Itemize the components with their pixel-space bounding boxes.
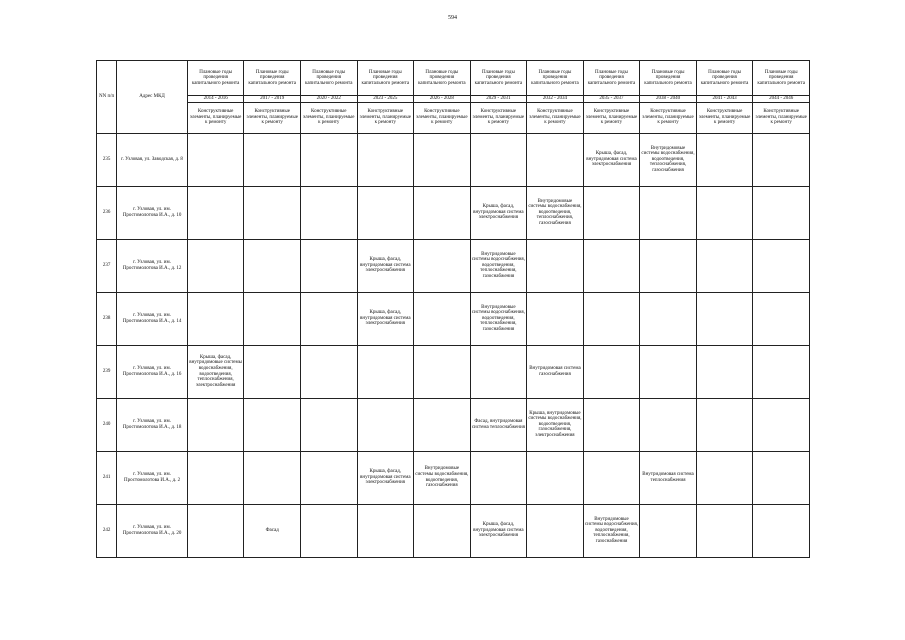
repair-elements-cell: Крыша, фасад, внутридомовая система электроснабжения [357,239,414,292]
repair-elements-cell [357,398,414,451]
repair-elements-cell [753,186,810,239]
period-header-years: 2026 - 2028 [414,96,471,103]
repair-elements-cell: Крыша, фасад, внутридомовая система электроснабжения [583,133,640,186]
repair-elements-cell [527,504,584,557]
repair-elements-cell [583,398,640,451]
repair-elements-cell [583,451,640,504]
period-header-title: Плановые годы проведения капитального ремонта [357,61,414,96]
repair-elements-cell: Крыша, внутридомовые системы водоснабжения, водоотведения, газоснабжения, электроснабжения [527,398,584,451]
repair-elements-cell [414,133,471,186]
repair-elements-cell [753,451,810,504]
repair-elements-cell [244,451,301,504]
repair-elements-cell: Внутридомовая система теплоснабжения [640,451,697,504]
period-header-elements: Конструктивные элементы, планируемые к ремонту [187,102,244,133]
repair-elements-cell: Фасад [244,504,301,557]
row-number: 237 [97,239,117,292]
repair-elements-cell [187,133,244,186]
capital-repair-plan-table [96,60,810,558]
repair-elements-cell [753,133,810,186]
repair-elements-cell: Фасад, внутридомовая система теплоснабжения [470,398,527,451]
repair-elements-cell [187,186,244,239]
repair-elements-cell [640,504,697,557]
row-address: г. Узловая, ул. Заводская, д. 8 [117,133,188,186]
period-header-elements: Конструктивные элементы, планируемые к ремонту [753,102,810,133]
repair-elements-cell [696,186,753,239]
period-header-title: Плановые годы проведения капитального ремонта [640,61,697,96]
table-row [97,504,810,557]
repair-elements-cell [414,186,471,239]
period-header-years: 2035 - 2037 [583,96,640,103]
repair-elements-cell: Крыша, фасад, внутридомовая система электроснабжения [357,451,414,504]
table-row [97,186,810,239]
period-header-years: 2014 - 2016 [187,96,244,103]
period-header-years: 2032 - 2034 [527,96,584,103]
column-header-number: NN п/п [97,61,117,134]
table-row [97,133,810,186]
period-header-elements: Конструктивные элементы, планируемые к ремонту [357,102,414,133]
repair-elements-cell [244,398,301,451]
page-number: 594 [448,15,457,21]
repair-elements-cell [527,133,584,186]
period-header-elements: Конструктивные элементы, планируемые к ремонту [300,102,357,133]
period-header-years: 2041 - 2043 [696,96,753,103]
repair-elements-cell: Внутридомовые системы водоснабжения, водоотведения, теплоснабжения, газоснабжения [470,239,527,292]
row-address: г. Узловая, ул. им. Простомолотова И.А., д. 2 [117,451,188,504]
period-header-elements: Конструктивные элементы, планируемые к ремонту [244,102,301,133]
repair-elements-cell [753,292,810,345]
repair-elements-cell [696,133,753,186]
repair-elements-cell: Крыша, фасад, внутридомовая система электроснабжения [470,504,527,557]
repair-elements-cell: Внутридомовые системы водоснабжения, водоотведения, теплоснабжения, газоснабжения [583,504,640,557]
period-header-title: Плановые годы проведения капитального ремонта [244,61,301,96]
repair-elements-cell [640,345,697,398]
row-number: 241 [97,451,117,504]
row-address: г. Узловая, ул. им. Простомолотова И.А., д. 16 [117,345,188,398]
row-number: 236 [97,186,117,239]
repair-elements-cell [300,345,357,398]
repair-elements-cell [187,239,244,292]
row-number: 240 [97,398,117,451]
row-address: г. Узловая, ул. им. Простомолотова И.А., д. 20 [117,504,188,557]
repair-elements-cell [244,186,301,239]
repair-elements-cell [300,186,357,239]
repair-elements-cell [753,398,810,451]
row-number: 235 [97,133,117,186]
repair-elements-cell [696,398,753,451]
repair-elements-cell [244,292,301,345]
repair-elements-cell [244,133,301,186]
repair-elements-cell [696,345,753,398]
table-row [97,398,810,451]
period-header-years: 2023 - 2025 [357,96,414,103]
repair-elements-cell [696,504,753,557]
table-row [97,239,810,292]
period-header-years: 2038 - 2040 [640,96,697,103]
table-row [97,292,810,345]
repair-elements-cell [357,504,414,557]
repair-elements-cell [470,133,527,186]
repair-elements-cell [583,239,640,292]
period-header-years: 2029 - 2031 [470,96,527,103]
period-header-title: Плановые годы проведения капитального ремонта [470,61,527,96]
repair-elements-cell [300,239,357,292]
period-header-title: Плановые годы проведения капитального ремонта [753,61,810,96]
period-header-title: Плановые годы проведения капитального ремонта [414,61,471,96]
row-address: г. Узловая, ул. им. Простомолотова И.А., д. 10 [117,186,188,239]
period-header-title: Плановые годы проведения капитального ремонта [527,61,584,96]
repair-elements-cell [357,345,414,398]
period-header-elements: Конструктивные элементы, планируемые к ремонту [527,102,584,133]
repair-elements-cell [414,292,471,345]
repair-elements-cell [470,345,527,398]
period-header-elements: Конструктивные элементы, планируемые к ремонту [470,102,527,133]
repair-elements-cell [357,133,414,186]
repair-elements-cell [470,451,527,504]
repair-elements-cell: Внутридомовая система газоснабжения [527,345,584,398]
repair-elements-cell [640,398,697,451]
period-header-title: Плановые годы проведения капитального ремонта [583,61,640,96]
period-header-years: 2017 - 2019 [244,96,301,103]
repair-elements-cell [696,451,753,504]
period-header-years: 2044 - 2046 [753,96,810,103]
repair-elements-cell [583,345,640,398]
repair-elements-cell [696,292,753,345]
repair-elements-cell [414,398,471,451]
repair-elements-cell [300,292,357,345]
repair-elements-cell: Внутридомовые системы водоснабжения, водоотведения, теплоснабжения, газоснабжения [640,133,697,186]
repair-elements-cell [527,292,584,345]
repair-elements-cell [187,504,244,557]
repair-elements-cell: Крыша, фасад, внутридомовые системы водоснабжения, водоотведения, теплоснабжения, электроснабжения [187,345,244,398]
row-address: г. Узловая, ул. им. Простомолотова И.А., д. 14 [117,292,188,345]
repair-elements-cell [357,186,414,239]
repair-elements-cell [527,239,584,292]
repair-elements-cell [696,239,753,292]
repair-elements-cell [753,504,810,557]
repair-elements-cell [244,239,301,292]
repair-elements-cell [583,186,640,239]
repair-elements-cell: Крыша, фасад, внутридомовая система электроснабжения [357,292,414,345]
repair-elements-cell [414,504,471,557]
row-number: 239 [97,345,117,398]
period-header-title: Плановые годы проведения капитального ремонта [300,61,357,96]
repair-elements-cell [527,451,584,504]
row-address: г. Узловая, ул. им. Простомолотова И.А., д. 18 [117,398,188,451]
repair-elements-cell [640,292,697,345]
repair-elements-cell [187,292,244,345]
period-header-elements: Конструктивные элементы, планируемые к ремонту [583,102,640,133]
table-row [97,345,810,398]
repair-elements-cell [753,239,810,292]
repair-elements-cell [300,133,357,186]
repair-elements-cell: Внутридомовые системы водоснабжения, водоотведения, теплоснабжения, газоснабжения [470,292,527,345]
repair-elements-cell: Внутридомовые системы водоснабжения, водоотведения, газоснабжения [414,451,471,504]
period-header-elements: Конструктивные элементы, планируемые к ремонту [696,102,753,133]
table-row [97,451,810,504]
repair-elements-cell [640,239,697,292]
period-header-years: 2020 - 2022 [300,96,357,103]
repair-elements-cell [300,451,357,504]
period-header-elements: Конструктивные элементы, планируемые к ремонту [640,102,697,133]
period-header-title: Плановые годы проведения капитального ремонта [187,61,244,96]
repair-elements-cell [187,398,244,451]
period-header-title: Плановые годы проведения капитального ремонта [696,61,753,96]
repair-elements-cell [244,345,301,398]
row-number: 242 [97,504,117,557]
row-number: 238 [97,292,117,345]
repair-elements-cell: Внутридомовые системы водоснабжения, водоотведения, теплоснабжения, газоснабжения [527,186,584,239]
repair-elements-cell [583,292,640,345]
repair-elements-cell [414,345,471,398]
repair-elements-cell [300,504,357,557]
repair-elements-cell [640,186,697,239]
repair-elements-cell [414,239,471,292]
repair-elements-cell: Крыша, фасад, внутридомовая система электроснабжения [470,186,527,239]
period-header-elements: Конструктивные элементы, планируемые к ремонту [414,102,471,133]
repair-elements-cell [300,398,357,451]
row-address: г. Узловая, ул. им. Простомолотова И.А., д. 12 [117,239,188,292]
column-header-address: Адрес МКД [117,61,188,134]
repair-elements-cell [753,345,810,398]
repair-elements-cell [187,451,244,504]
